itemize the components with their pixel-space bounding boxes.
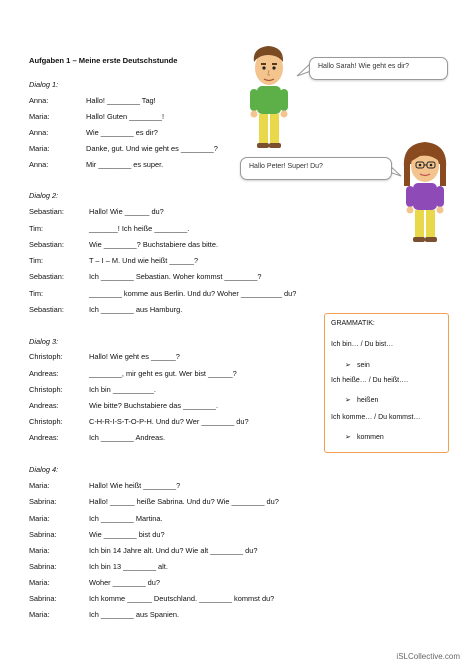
speaker-name: Maria: [29,112,50,121]
speaker-name: Andreas: [29,401,59,410]
grammar-box [324,313,449,453]
grammar-forms: Ich bin… / Du bist… [331,341,394,348]
dialog-line [29,562,168,571]
dialog-text: Ich ________ Sebastian. Woher kommst ________? [89,272,262,281]
dialog-text: Woher ________ du? [89,578,160,587]
speaker-name: Christoph: [29,417,63,426]
dialog-text: Hallo! Wie heißt ________? [89,481,181,490]
speaker-name: Anna: [29,128,49,137]
dialog-line [29,305,182,314]
grammar-infinitive-row [345,396,378,404]
dialog-text: Hallo! Wie geht es ______? [89,352,180,361]
grammar-infinitive: heißen [356,397,379,404]
speaker-name: Sebastian: [29,305,64,314]
dialog-text: Ich bin 14 Jahre alt. Und du? Wie alt ________ du? [89,546,258,555]
dialog-text: Hallo! ________ Tag! [86,96,156,105]
speaker-name: Sabrina: [29,530,57,539]
speaker-name: Christoph: [29,385,63,394]
dialog-text: Wie ________ es dir? [86,128,158,137]
speaker-name: Maria: [29,578,50,587]
grammar-infinitive: sein [356,362,370,369]
speaker-name: Maria: [29,481,50,490]
dialog-line [29,112,164,121]
dialog-line [29,530,165,539]
arrow-icon: ➢ [345,434,351,441]
dialog-heading: Dialog 2: [29,191,59,200]
speaker-name: Andreas: [29,433,59,442]
boy-character-illustration [238,42,300,152]
dialog-text: C-H-R-I-S-T-O-P-H. Und du? Wer ________ du? [89,417,249,426]
dialog-line [29,546,257,555]
speaker-name: Sabrina: [29,497,57,506]
dialog-text: Ich komme ______ Deutschland. ________ kommst du? [89,594,275,603]
dialog-text: Wie ________ bist du? [89,530,165,539]
dialog-line [29,128,158,137]
dialog-line [29,289,296,298]
speaker-name: Anna: [29,160,49,169]
dialog-text: Ich ________ Andreas. [89,433,166,442]
dialog-text: Ich bin 13 ________ alt. [89,562,168,571]
speaker-name: Sebastian: [29,207,64,216]
dialog-text: ________, mir geht es gut. Wer bist ______? [89,369,237,378]
arrow-icon: ➢ [345,362,351,369]
dialog-line [29,385,156,394]
speaker-name: Sebastian: [29,272,64,281]
speaker-name: Maria: [29,610,50,619]
dialog-line [29,610,179,619]
grammar-forms: Ich heiße… / Du heißt…. [331,377,409,384]
speaker-name: Sabrina: [29,562,57,571]
dialog-text: Wie bitte? Buchstabiere das ________. [89,401,219,410]
grammar-infinitive-row [345,433,384,441]
dialog-heading: Dialog 3: [29,337,59,346]
speaker-name: Sabrina: [29,594,57,603]
grammar-heading: GRAMMATIK: [331,320,375,327]
dialog-text: ________ komme aus Berlin. Und du? Woher __________ du? [89,289,297,298]
speaker-name: Maria: [29,514,50,523]
dialog-line [29,207,164,216]
dialog-text: Hallo! Guten ________! [86,112,165,121]
speech-bubble-bottom-text: Hallo Peter! Super! Du? [249,163,323,170]
dialog-text: Ich ________ aus Spanien. [89,610,179,619]
dialog-line [29,160,163,169]
speaker-name: Christoph: [29,352,63,361]
dialog-line [29,96,156,105]
dialog-text: T – I – M. Und wie heißt ______? [89,256,199,265]
dialog-line [29,272,261,281]
dialog-line [29,352,180,361]
dialog-heading: Dialog 1: [29,80,59,89]
dialog-line [29,497,279,506]
speech-bubble-top [309,57,448,80]
dialog-text: Mir ________ es super. [86,160,164,169]
speaker-name: Anna: [29,96,49,105]
speaker-name: Maria: [29,144,50,153]
dialog-heading: Dialog 4: [29,465,59,474]
speaker-name: Tim: [29,289,44,298]
speaker-name: Sebastian: [29,240,64,249]
speaker-name: Tim: [29,224,44,233]
speech-bubble-bottom [240,157,392,180]
dialog-line [29,401,218,410]
speaker-name: Maria: [29,546,50,555]
dialog-text: Hallo! ______ heiße Sabrina. Und du? Wie ________ du? [89,497,279,506]
dialog-text: Ich ________ Martina. [89,514,163,523]
grammar-forms: Ich komme… / Du kommst… [331,414,421,421]
dialog-line [29,514,163,523]
dialog-line [29,369,237,378]
dialog-text: Ich ________ aus Hamburg. [89,305,183,314]
dialog-text: Danke, gut. Und wie geht es ________? [86,144,218,153]
dialog-text: Hallo! Wie ______ du? [89,207,164,216]
dialog-text: _______! Ich heiße ________. [89,224,190,233]
girl-character-illustration [396,138,454,246]
speech-bubble-top-text: Hallo Sarah! Wie geht es dir? [318,63,410,70]
dialog-line [29,433,165,442]
grammar-infinitive-row [345,361,370,369]
dialog-text: Ich bin __________. [89,385,156,394]
arrow-icon: ➢ [345,397,351,404]
dialog-line [29,224,189,233]
grammar-infinitive: kommen [356,434,384,441]
dialog-line [29,578,160,587]
dialog-line [29,256,198,265]
dialog-line [29,481,180,490]
page-title: Aufgaben 1 – Meine erste Deutschstunde [29,56,178,65]
dialog-line [29,240,218,249]
speaker-name: Tim: [29,256,44,265]
dialog-text: Wie ________? Buchstabiere das bitte. [89,240,219,249]
dialog-line [29,594,274,603]
speaker-name: Andreas: [29,369,59,378]
dialog-line [29,144,218,153]
dialog-line [29,417,249,426]
footer-watermark: iSLCollective.com [396,652,460,661]
